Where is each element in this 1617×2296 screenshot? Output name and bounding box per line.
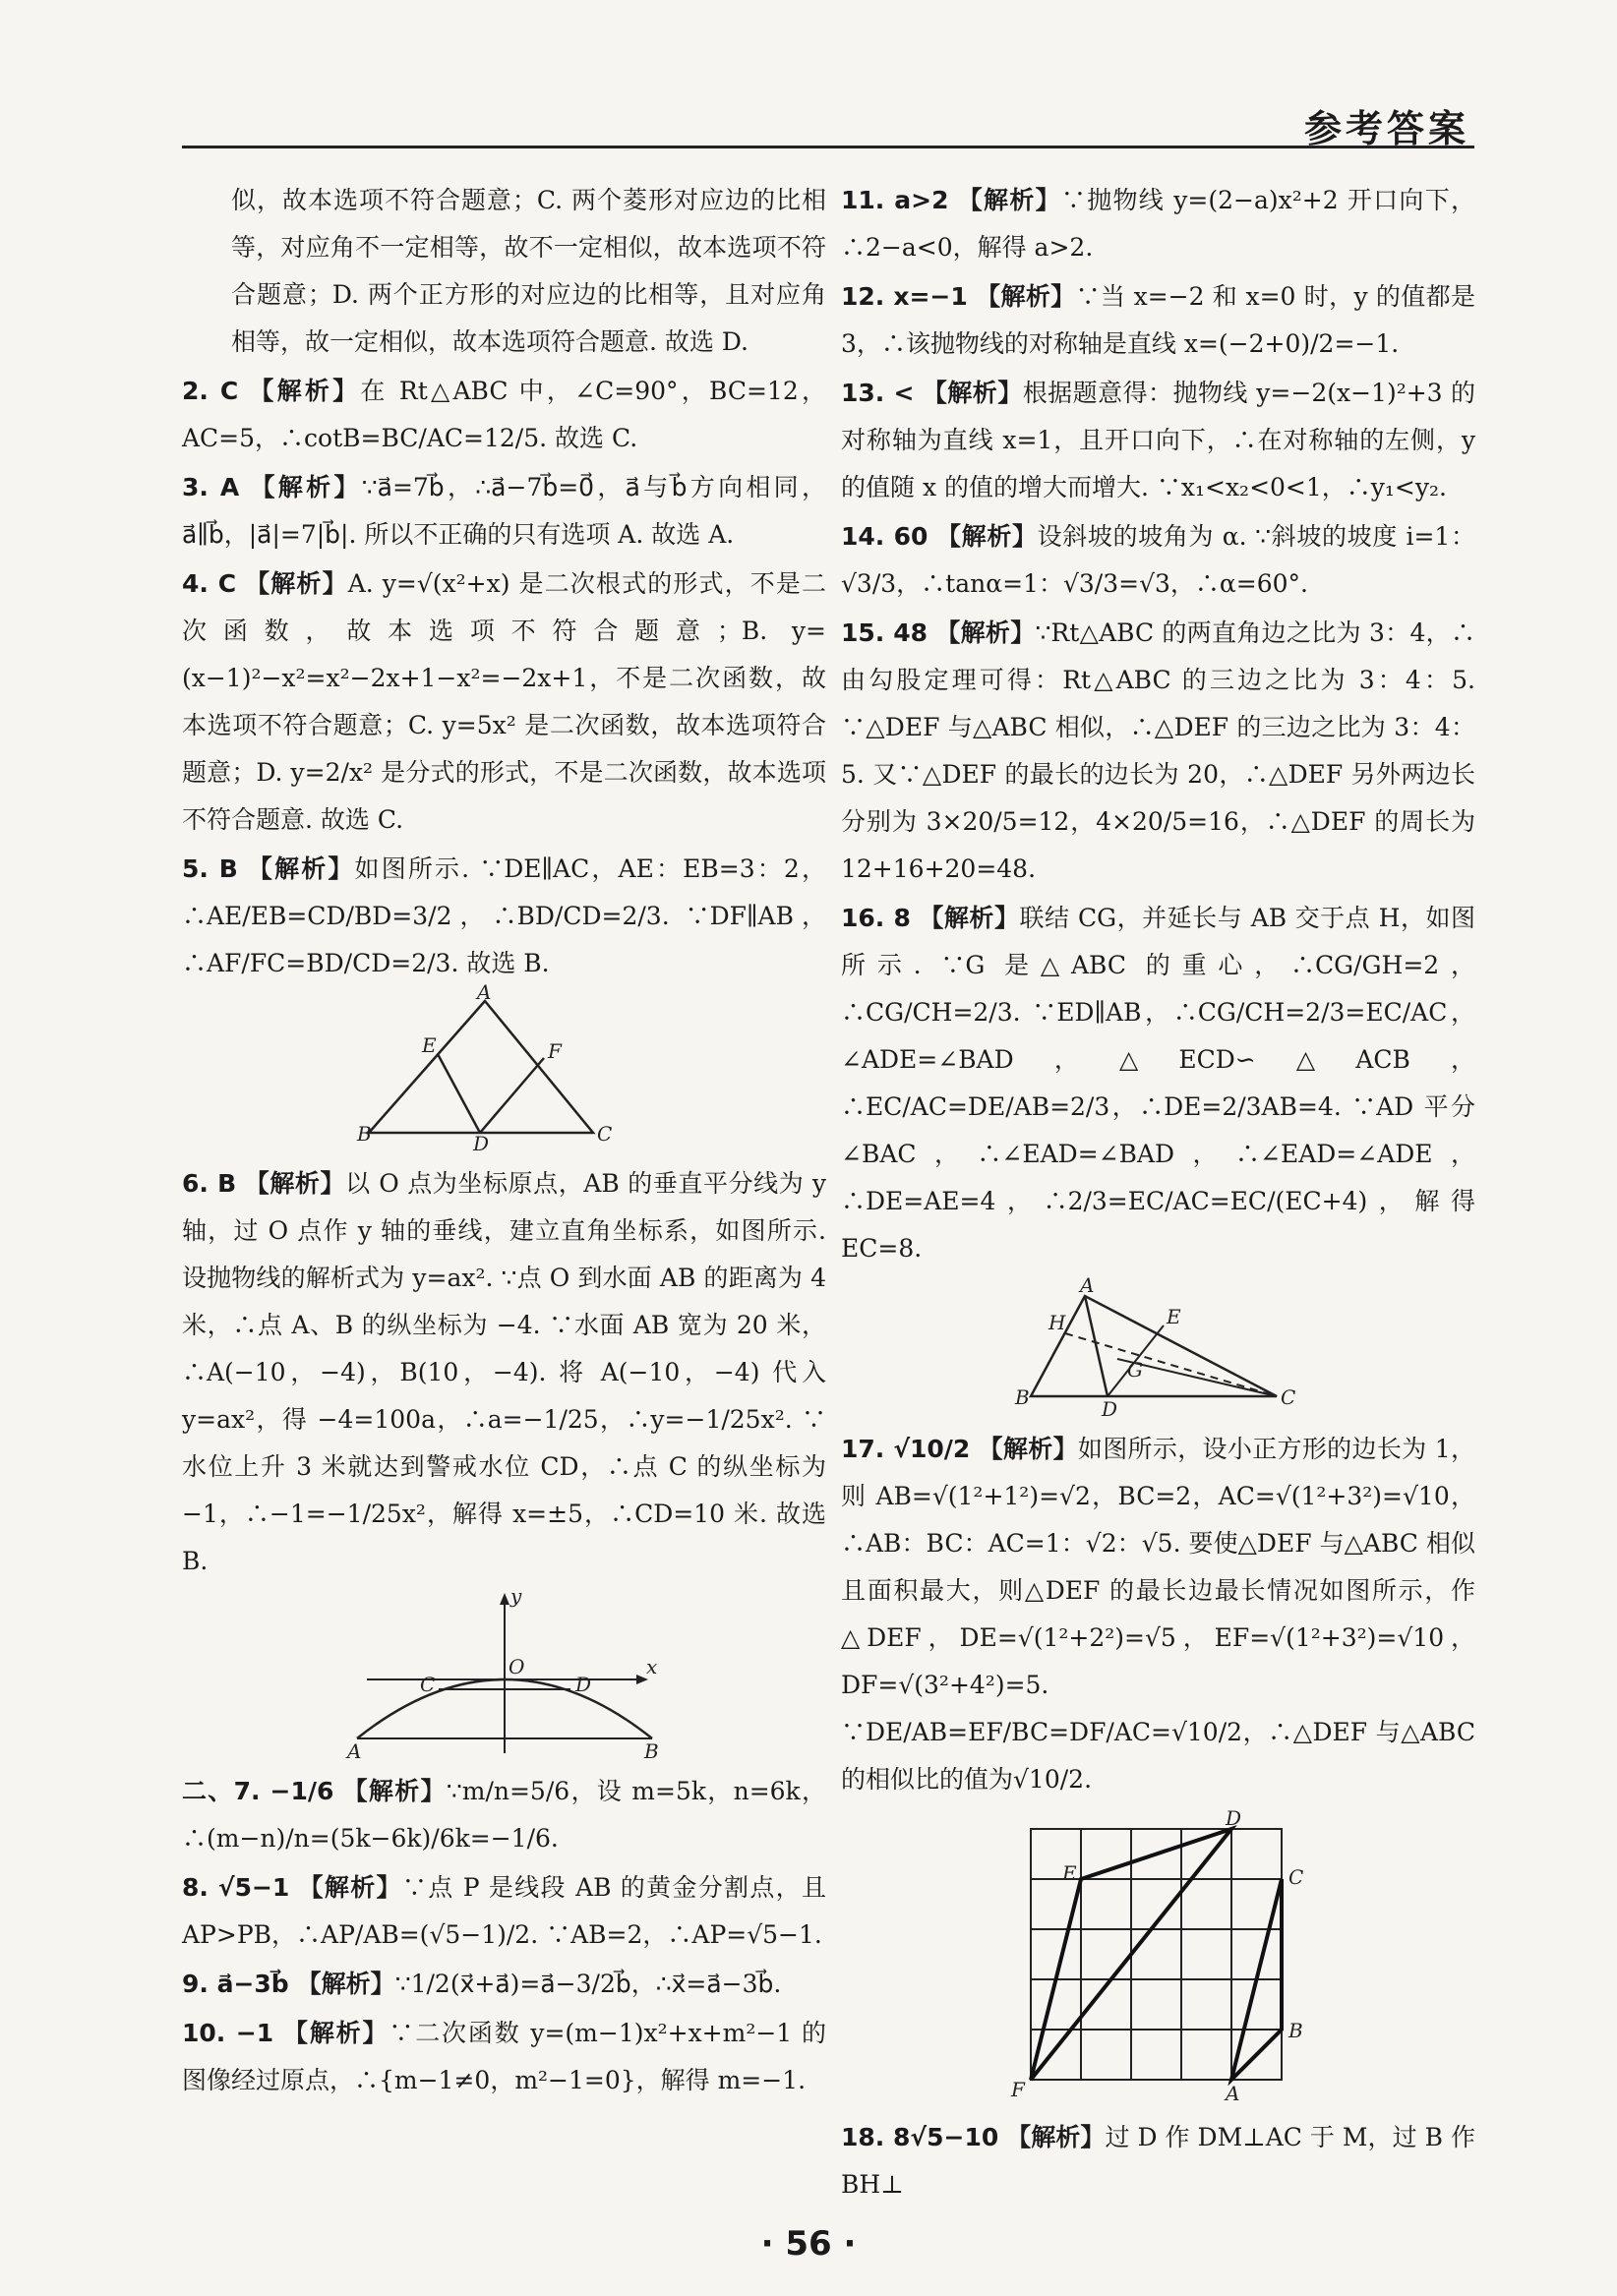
fig16-label-g: G [1126, 1358, 1143, 1382]
analysis-tag: 【解析】 [922, 379, 1023, 407]
answer-item-8 [182, 1864, 826, 1959]
answer-item-5 [182, 846, 826, 987]
analysis-tag: 【解析】 [957, 186, 1061, 214]
fig17-label-f: F [1010, 2078, 1025, 2101]
answer-item-16 [841, 895, 1475, 1272]
answer-number: 9. a⃗−3b⃗ [182, 1970, 289, 1998]
fig17-label-b: B [1288, 2019, 1303, 2042]
answer-number: 15. 48 [841, 618, 928, 647]
answer-text: A. y=√(x²+x) 是二次根式的形式，不是二次函数，故本选项不符合题意；B. y=(x−1)²−x²=x²−2x+1−x²=−2x+1，不是二次函数，故本选项不符合题意；C. y=5x² 是二次函数，故本选项符合题意；D. y=2/x² 是分式的形式，不是二次函数，故本选项不符合题意. 故选 C. [182, 569, 826, 834]
answer-item-1-continued [182, 177, 826, 366]
answer-text: 在 Rt△ABC 中，∠C=90°，BC=12，AC=5，∴cotB=BC/AC=12/5. 故选 C. [182, 377, 826, 452]
fig6-label-x: x [645, 1655, 657, 1678]
fig16-label-d: D [1101, 1397, 1117, 1421]
fig17-label-e: E [1061, 1861, 1077, 1885]
analysis-tag: 【解析】 [250, 473, 362, 501]
answer-item-9 [182, 1961, 826, 2008]
fig16-label-h: H [1048, 1311, 1065, 1334]
analysis-tag: 【解析】 [296, 1970, 395, 1998]
answer-text: 过 D 作 DM⊥AC 于 M，过 B 作 BH⊥ [841, 2123, 1475, 2199]
answer-number: 4. C [182, 569, 237, 598]
analysis-tag: 【解析】 [342, 1777, 447, 1805]
answer-number: 11. a>2 [841, 186, 949, 214]
answer-item-17 [841, 1426, 1475, 1803]
answer-number: 10. −1 [182, 2019, 274, 2047]
analysis-tag: 【解析】 [249, 377, 361, 405]
fig6-label-d: D [574, 1673, 591, 1696]
analysis-tag: 【解析】 [244, 1169, 346, 1198]
fig17-label-c: C [1288, 1865, 1303, 1889]
answer-item-7 [182, 1768, 826, 1862]
analysis-tag: 【解析】 [247, 854, 355, 883]
analysis-tag: 【解析】 [919, 904, 1020, 932]
answer-number: 5. B [182, 854, 238, 883]
answer-text: ∵抛物线 y=(2−a)x²+2 开口向下，∴2−a<0，解得 a>2. [841, 186, 1475, 262]
figure-5-triangle [356, 980, 652, 1155]
answer-text: 似，故本选项不符合题意；C. 两个菱形对应边的比相等，对应角不一定相等，故不一定相似，故本选项不符合题意；D. 两个正方形的对应边的比相等，且对应角相等，故一定相似，故本选项符合题意. 故选 D. [231, 186, 826, 356]
fig16-label-e: E [1166, 1305, 1181, 1328]
page-header-title: 参考答案 [1303, 107, 1469, 150]
fig16-label-c: C [1280, 1385, 1295, 1409]
answer-number: 8. √5−1 [182, 1873, 290, 1902]
fig5-label-d: D [472, 1132, 489, 1155]
answer-text: 根据题意得：抛物线 y=−2(x−1)²+3 的对称轴为直线 x=1，且开口向下，∴在对称轴的左侧，y 的值随 x 的值的增大而增大. ∵x₁<x₂<0<1，∴y₁<y₂. [841, 379, 1475, 501]
right-column [841, 177, 1475, 2210]
analysis-tag: 【解析】 [936, 522, 1038, 551]
analysis-tag: 【解析】 [245, 569, 348, 598]
fig5-label-a: A [476, 980, 491, 1004]
answer-item-14 [841, 513, 1475, 608]
answer-text: ∵m/n=5/6，设 m=5k，n=6k，∴(m−n)/n=(5k−6k)/6k=−1/6. [182, 1777, 826, 1853]
header-rule [182, 146, 1474, 148]
answer-number: 16. 8 [841, 904, 911, 932]
answer-item-13 [841, 370, 1475, 511]
answer-text: 如图所示. ∵DE∥AC，AE：EB=3：2，∴AE/EB=CD/BD=3/2，∴BD/CD=2/3. ∵DF∥AB，∴AF/FC=BD/CD=2/3. 故选 B. [182, 854, 826, 977]
answer-text: 如图所示，设小正方形的边长为 1，则 AB=√(1²+1²)=√2，BC=2，AC=√(1²+3²)=√10，∴AB：BC：AC=1：√2：√5. 要使△DEF 与△ABC 相似且面积最大，则△DEF 的最长边最长情况如图所示，作△DEF，DE=√(1²+2²)=√5，EF=√(1²+3²)=√10，DF=√(3²+4²)=5. ∵DE/AB=EF/BC=DF/AC=√10/2，∴△DEF 与△ABC 的相似比的值为√10/2. [841, 1435, 1475, 1794]
answer-number: 18. 8√5−10 [841, 2123, 999, 2151]
fig17-label-a: A [1225, 2082, 1239, 2105]
answer-number: 12. x=−1 [841, 282, 968, 311]
answer-item-2 [182, 368, 826, 462]
answer-number: 6. B [182, 1169, 237, 1198]
analysis-tag: 【解析】 [282, 2019, 389, 2047]
answer-text: ∵当 x=−2 和 x=0 时，y 的值都是 3，∴该抛物线的对称轴是直线 x=(−2+0)/2=−1. [841, 282, 1475, 358]
answer-text: ∵Rt△ABC 的两直角边之比为 3：4，∴由勾股定理可得：Rt△ABC 的三边之比为 3：4：5. ∵△DEF 与△ABC 相似，∴△DEF 的三边之比为 3：4：5. 又∵△DEF 的最长的边长为 20，∴△DEF 另外两边长分别为 3×20/5=12，4×20/5=16，∴△DEF 的周长为 12+16+20=48. [841, 618, 1475, 883]
fig16-label-a: A [1079, 1273, 1094, 1297]
answer-item-6 [182, 1160, 826, 1585]
answer-item-18 [841, 2114, 1475, 2208]
answer-item-15 [841, 610, 1475, 893]
fig6-label-c: C [419, 1673, 435, 1696]
answer-number: 3. A [182, 473, 240, 501]
analysis-tag: 【解析】 [978, 1435, 1078, 1463]
analysis-tag: 【解析】 [298, 1873, 402, 1902]
answer-text: ∵点 P 是线段 AB 的黄金分割点，且 AP>PB，∴AP/AB=(√5−1)/2. ∵AB=2，∴AP=√5−1. [182, 1873, 826, 1949]
fig6-label-a: A [346, 1739, 361, 1763]
left-column [182, 177, 826, 2106]
answer-number: 13. < [841, 379, 915, 407]
answer-text: ∵a⃗=7b⃗，∴a⃗−7b⃗=0⃗，a⃗与b⃗方向相同，a⃗∥b⃗，|a⃗|=7|b⃗|. 所以不正确的只有选项 A. 故选 A. [182, 473, 826, 549]
answer-text: 以 O 点为坐标原点，AB 的垂直平分线为 y 轴，过 O 点作 y 轴的垂线，建立直角坐标系，如图所示. 设抛物线的解析式为 y=ax². ∵点 O 到水面 AB 的距离为 4 米，∴点 A、B 的纵坐标为 −4. ∵水面 AB 宽为 20 米，∴A(−10，−4)，B(10，−4). 将 A(−10，−4) 代入 y=ax²，得 −4=100a，∴a=−1/25，∴y=−1/25x². ∵水位上升 3 米就达到警戒水位 CD，∴点 C 的纵坐标为 −1，∴−1=−1/25x²，解得 x=±5，∴CD=10 米. 故选 B. [182, 1169, 826, 1575]
analysis-tag: 【解析】 [1006, 2123, 1106, 2151]
fig6-label-o: O [508, 1655, 524, 1678]
answer-text: 联结 CG，并延长与 AB 交于点 H，如图所示. ∵G 是△ABC 的重心，∴CG/GH=2，∴CG/CH=2/3. ∵ED∥AB，∴CG/CH=2/3=EC/AC，∠ADE=∠BAD，△ECD∽△ACB，∴EC/AC=DE/AB=2/3，∴DE=2/3AB=4. ∵AD 平分∠BAC，∴∠EAD=∠BAD，∴∠EAD=∠ADE，∴DE=AE=4，∴2/3=EC/AC=EC/(EC+4)，解得 EC=8. [841, 904, 1475, 1263]
answer-item-4 [182, 560, 826, 844]
analysis-tag: 【解析】 [935, 618, 1036, 647]
fig16-label-b: B [1014, 1385, 1030, 1409]
answer-item-12 [841, 273, 1475, 368]
figure-6-parabola [346, 1584, 662, 1763]
answer-number: 二、7. −1/6 [182, 1777, 334, 1805]
answer-item-10 [182, 2010, 826, 2104]
fig5-label-c: C [596, 1122, 612, 1146]
answer-number: 17. √10/2 [841, 1435, 971, 1463]
answer-item-3 [182, 464, 826, 559]
analysis-tag: 【解析】 [976, 282, 1076, 311]
answer-number: 2. C [182, 377, 239, 405]
fig17-label-d: D [1225, 1806, 1241, 1830]
answer-number: 14. 60 [841, 522, 928, 551]
page-number: · 56 · [760, 2224, 857, 2264]
answer-item-11 [841, 177, 1475, 271]
answer-text: ∵二次函数 y=(m−1)x²+x+m²−1 的图像经过原点，∴{m−1≠0，m²−1=0}，解得 m=−1. [182, 2019, 826, 2094]
fig6-label-b: B [643, 1739, 659, 1763]
answer-text: ∵1/2(x⃗+a⃗)=a⃗−3/2b⃗，∴x⃗=a⃗−3b⃗. [394, 1970, 782, 1998]
fig5-label-b: B [356, 1122, 372, 1146]
fig6-label-y: y [509, 1584, 521, 1608]
figure-16-triangle [1011, 1273, 1306, 1421]
figure-17-grid [991, 1806, 1326, 2105]
fig5-label-e: E [421, 1033, 437, 1057]
fig5-label-f: F [547, 1039, 562, 1063]
answer-text: 设斜坡的坡角为 α. ∵斜坡的坡度 i=1：√3/3，∴tanα=1：√3/3=√3，∴α=60°. [841, 522, 1475, 598]
